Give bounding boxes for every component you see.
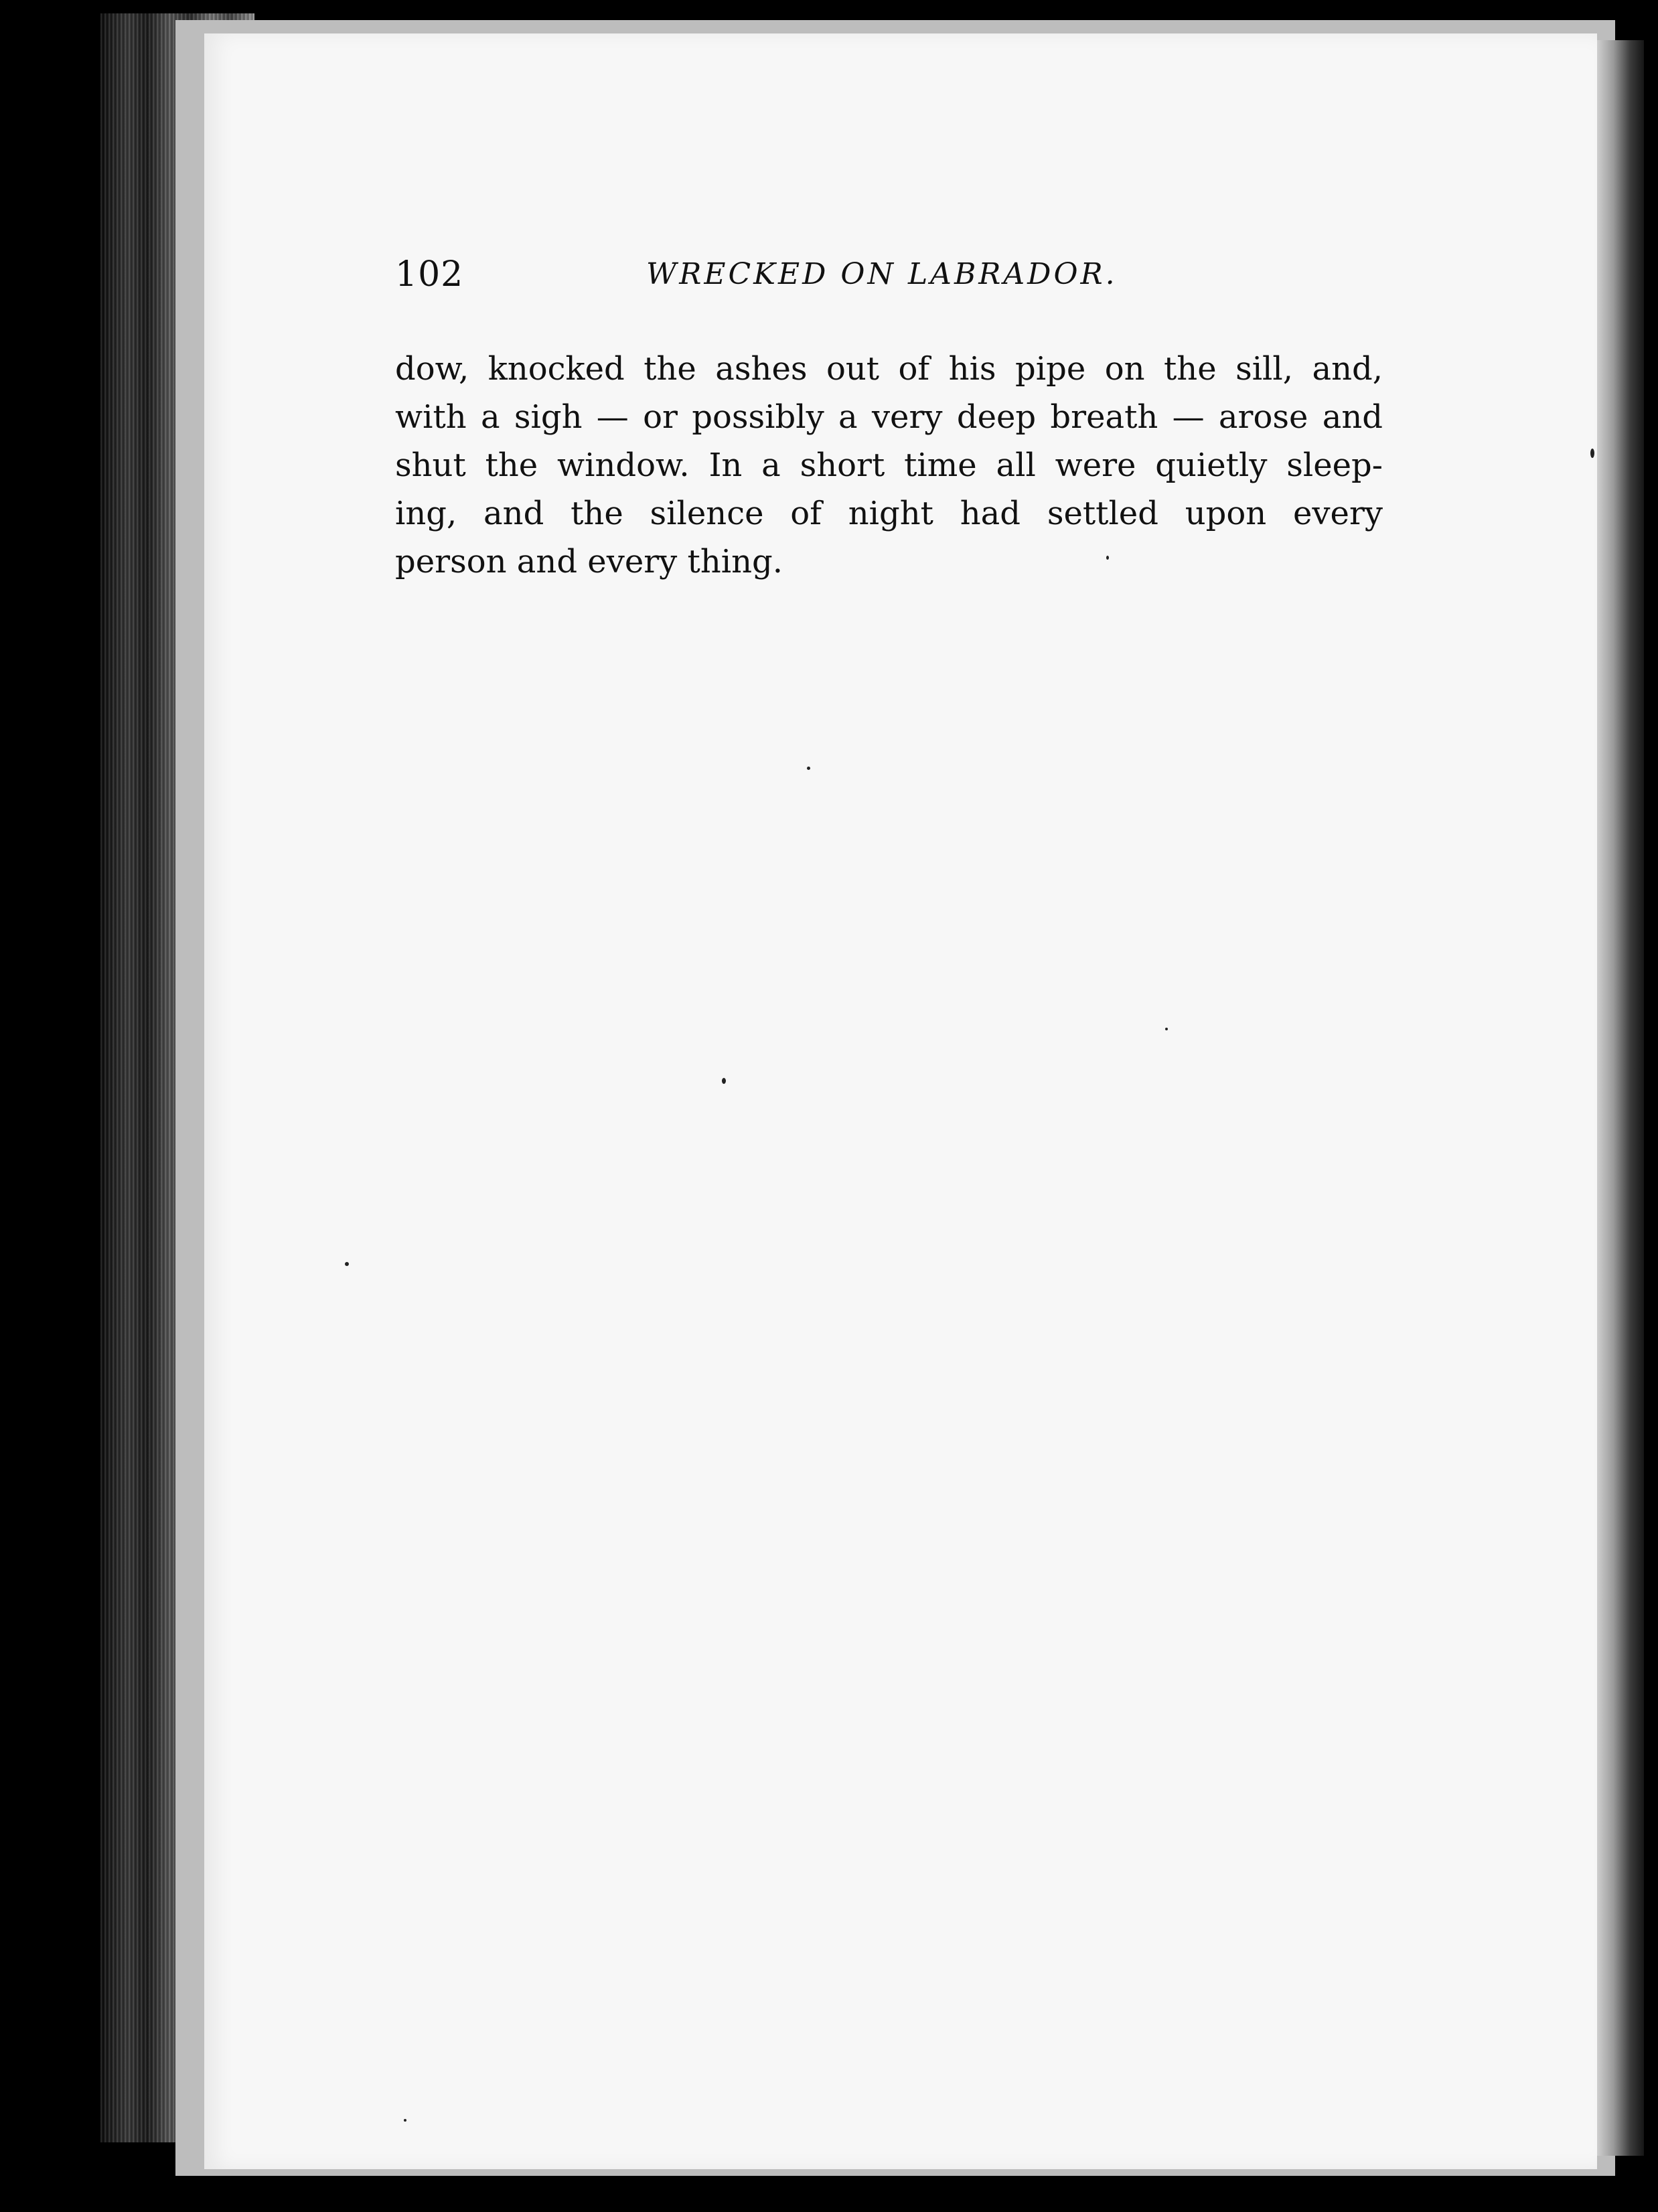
running-title: WRECKED ON LABRADOR. (646, 257, 1118, 291)
scan-speck (722, 1078, 726, 1084)
scan-speck (1106, 556, 1109, 560)
scan-speck (345, 1262, 349, 1266)
scan-speck (1590, 449, 1594, 458)
text-line: dow, knocked the ashes out of his pipe on the sill, and, (395, 350, 1383, 388)
text-line: person and every thing. (395, 543, 783, 580)
scan-speck (1165, 1028, 1168, 1030)
page-number: 102 (395, 254, 464, 295)
page-header (395, 254, 1379, 315)
body-paragraph (395, 345, 1383, 586)
text-line: ing, and the silence of night had settled upon every (395, 495, 1383, 532)
text-line: shut the window. In a short time all were quietly sleep- (395, 447, 1383, 484)
text-line: with a sigh — or possibly a very deep breath — arose and (395, 398, 1383, 436)
scan-speck (807, 767, 810, 770)
scan-speck (404, 2119, 406, 2122)
page-edge-right (1597, 40, 1644, 2156)
